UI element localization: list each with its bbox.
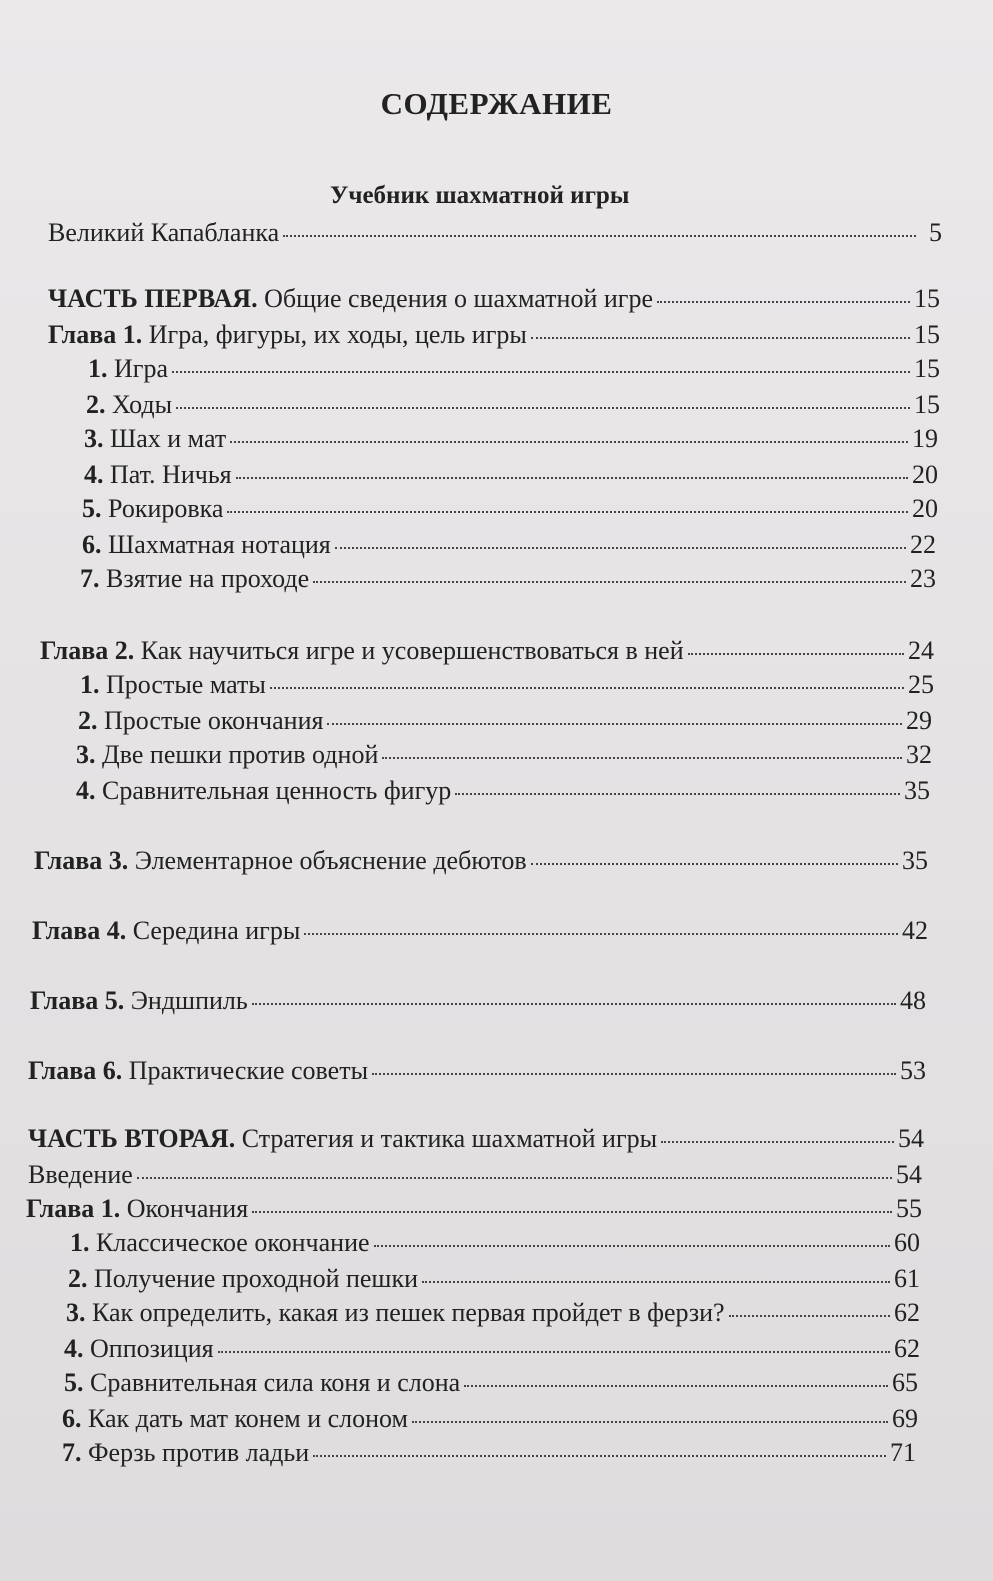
dot-leader (327, 723, 902, 725)
toc-entry-number: 1. (70, 1228, 90, 1257)
toc-entry-page: 71 (890, 1438, 916, 1467)
toc-entry-label (80, 670, 266, 700)
toc-entry (70, 1228, 920, 1262)
toc-entry-page: 32 (906, 740, 932, 769)
toc-entry-label (82, 494, 223, 524)
toc-entry-title: Как научиться игре и усовершенствоваться в ней (134, 636, 684, 665)
toc-entry-label (30, 986, 248, 1016)
toc-entry-title: Ходы (105, 390, 173, 419)
toc-entry-page: 53 (900, 1056, 926, 1085)
toc-entry-number: 7. (62, 1438, 82, 1467)
toc-entry-label (84, 424, 226, 454)
toc-entry-page: 54 (898, 1124, 924, 1153)
toc-entry (84, 460, 938, 494)
toc-entry (82, 530, 936, 564)
toc-entry-number: Глава 1. (48, 320, 143, 349)
toc-entry-label (86, 390, 172, 420)
toc-entry-title: Великий Капабланка (48, 218, 280, 247)
toc-entry (86, 390, 940, 424)
toc-entry-title: Стратегия и тактика шахматной игры (235, 1124, 658, 1153)
toc-entry-page: 24 (908, 636, 934, 665)
toc-entry-number: 4. (64, 1334, 84, 1363)
toc-entry-number: 2. (86, 390, 106, 419)
toc-entry (62, 1404, 918, 1438)
dot-leader (313, 581, 906, 583)
toc-entry-page: 20 (912, 494, 938, 523)
toc-entry-title: Практические советы (122, 1056, 369, 1085)
toc-entry-page: 20 (912, 460, 938, 489)
dot-leader (172, 371, 910, 373)
toc-entry-number: Глава 6. (28, 1056, 123, 1085)
toc-entry-title: Простые окончания (97, 706, 324, 735)
toc-entry-label (48, 218, 279, 248)
toc-entry-label (40, 636, 684, 666)
toc-entry-number: 5. (82, 494, 102, 523)
toc-entry-title: Игра (107, 354, 168, 383)
toc-entry-label (76, 740, 378, 770)
dot-leader (313, 1455, 886, 1457)
dot-leader (422, 1281, 890, 1283)
toc-entry (40, 636, 934, 670)
dot-leader (252, 1003, 896, 1005)
toc-entry-label (62, 1438, 309, 1468)
toc-entry-page: 5 (929, 218, 942, 247)
toc-entry-label (68, 1264, 418, 1294)
dot-leader (531, 863, 898, 865)
toc-entry-title: Сравнительная сила коня и слона (83, 1368, 461, 1397)
dot-leader (236, 477, 908, 479)
toc-entry-label (82, 530, 331, 560)
toc-entry (28, 1124, 924, 1158)
toc-entry-page: 65 (892, 1368, 918, 1397)
toc-entry-title: Введение (28, 1160, 133, 1189)
toc-entry-title: Как определить, какая из пешек первая пройдет в ферзи? (85, 1298, 725, 1327)
toc-entry-title: Шах и мат (103, 424, 227, 453)
toc-entry-label (70, 1228, 370, 1258)
toc-entry-page: 61 (894, 1264, 920, 1293)
toc-entry (84, 424, 938, 458)
toc-entry-number: ЧАСТЬ ПЕРВАЯ. (48, 284, 258, 313)
toc-entry (48, 320, 940, 354)
toc-entry-title: Эндшпиль (124, 986, 248, 1015)
toc-entry (34, 846, 928, 880)
toc-entry-label (88, 354, 168, 384)
toc-entry-label (34, 846, 527, 876)
dot-leader (661, 1141, 894, 1143)
toc-entry-page: 42 (902, 916, 928, 945)
toc-entry (64, 1368, 918, 1402)
toc-entry-page: 15 (914, 320, 940, 349)
toc-entry (76, 776, 930, 810)
toc-entry-number: ЧАСТЬ ВТОРАЯ. (28, 1124, 236, 1153)
toc-entry-title: Шахматная нотация (101, 530, 331, 559)
toc-entry-label (28, 1124, 657, 1154)
toc-entry-page: 62 (894, 1298, 920, 1327)
toc-entry-label (76, 776, 451, 806)
toc-entry-number: 1. (80, 670, 100, 699)
toc-entry-number: Глава 4. (32, 916, 127, 945)
toc-entry-number: 5. (64, 1368, 84, 1397)
toc-entry-label (48, 284, 653, 314)
toc-entry (32, 916, 928, 950)
toc-entry-number: 6. (62, 1404, 82, 1433)
book-subtitle: Учебник шахматной игры (330, 182, 630, 209)
toc-entry-label (64, 1334, 214, 1364)
dot-leader (729, 1315, 890, 1317)
toc-entry-page: 15 (914, 284, 940, 313)
dot-leader (252, 1211, 892, 1213)
toc-entry-title: Оппозиция (83, 1334, 214, 1363)
toc-entry (76, 740, 932, 774)
toc-entry-number: Глава 5. (30, 986, 125, 1015)
dot-leader (374, 1245, 890, 1247)
toc-entry-page: 23 (910, 564, 936, 593)
toc-entry-label (78, 706, 323, 736)
toc-entry-page: 48 (900, 986, 926, 1015)
toc-entry-number: 1. (88, 354, 108, 383)
toc-entry-page: 60 (894, 1228, 920, 1257)
dot-leader (372, 1073, 896, 1075)
toc-entry-number: 4. (76, 776, 96, 805)
dot-leader (227, 511, 908, 513)
toc-entry (88, 354, 940, 388)
toc-entry-title: Общие сведения о шахматной игре (257, 284, 653, 313)
toc-entry (78, 706, 932, 740)
toc-entry (48, 218, 942, 252)
toc-entry-page: 62 (894, 1334, 920, 1363)
toc-entry-title: Получение проходной пешки (87, 1264, 418, 1293)
toc-entry-number: Глава 3. (34, 846, 129, 875)
dot-leader (304, 933, 898, 935)
toc-entry-page: 54 (896, 1160, 922, 1189)
toc-entry-number: 4. (84, 460, 104, 489)
toc-entry-label (28, 1160, 133, 1190)
dot-leader (270, 687, 904, 689)
toc-entry-page: 55 (896, 1194, 922, 1223)
toc-entry-number: 2. (78, 706, 98, 735)
toc-entry (62, 1438, 916, 1472)
dot-leader (455, 793, 900, 795)
toc-entry (26, 1194, 922, 1228)
toc-entry-label (32, 916, 300, 946)
toc-entry (28, 1056, 926, 1090)
toc-entry-title: Игра, фигуры, их ходы, цель игры (142, 320, 527, 349)
toc-entry-number: 7. (80, 564, 100, 593)
toc-entry-label (66, 1298, 725, 1328)
toc-entry-page: 25 (908, 670, 934, 699)
toc-entry (80, 670, 934, 704)
toc-entry-title: Элементарное объяснение дебютов (128, 846, 527, 875)
toc-entry-number: 3. (66, 1298, 86, 1327)
toc-entry-page: 69 (892, 1404, 918, 1433)
toc-entry-title: Взятие на проходе (99, 564, 310, 593)
toc-entry (80, 564, 936, 598)
toc-entry-page: 19 (912, 424, 938, 453)
dot-leader (688, 653, 904, 655)
dot-leader (176, 407, 910, 409)
toc-entry-label (26, 1194, 248, 1224)
dot-leader (137, 1177, 892, 1179)
toc-entry (48, 284, 940, 318)
dot-leader (230, 441, 908, 443)
toc-entry-title: Как дать мат конем и слоном (81, 1404, 409, 1433)
toc-entry-title: Рокировка (101, 494, 224, 523)
toc-entry-number: 3. (84, 424, 104, 453)
toc-entry-label (48, 320, 527, 350)
dot-leader (335, 547, 906, 549)
toc-entry-page: 29 (906, 706, 932, 735)
toc-entry-title: Сравнительная ценность фигур (95, 776, 452, 805)
toc-entry (30, 986, 926, 1020)
toc-entry-title: Классическое окончание (89, 1228, 370, 1257)
toc-entry-page: 35 (904, 776, 930, 805)
toc-entry-title: Окончания (120, 1194, 249, 1223)
dot-leader (531, 337, 910, 339)
toc-entry-page: 35 (902, 846, 928, 875)
dot-leader (657, 301, 910, 303)
toc-entry-number: 2. (68, 1264, 88, 1293)
toc-entry-title: Пат. Ничья (103, 460, 232, 489)
page-title: СОДЕРЖАНИЕ (380, 86, 613, 121)
toc-entry-title: Простые маты (99, 670, 266, 699)
toc-entry-title: Ферзь против ладьи (81, 1438, 310, 1467)
toc-entry (66, 1298, 920, 1332)
toc-entry-label (28, 1056, 368, 1086)
dot-leader (412, 1421, 888, 1423)
toc-entry (28, 1160, 922, 1194)
toc-entry-label (62, 1404, 408, 1434)
dot-leader (283, 235, 916, 237)
toc-entry (82, 494, 938, 528)
toc-entry-label (64, 1368, 460, 1398)
toc-entry-title: Две пешки против одной (95, 740, 379, 769)
dot-leader (218, 1351, 890, 1353)
toc-entry-label (84, 460, 232, 490)
toc-entry-page: 15 (914, 354, 940, 383)
toc-entry-page: 15 (914, 390, 940, 419)
toc-entry-page: 22 (910, 530, 936, 559)
toc-entry-title: Середина игры (126, 916, 301, 945)
toc-entry-number: 3. (76, 740, 96, 769)
toc-entry-number: Глава 1. (26, 1194, 121, 1223)
toc-entry (64, 1334, 920, 1368)
dot-leader (464, 1385, 888, 1387)
toc-entry-number: Глава 2. (40, 636, 135, 665)
toc-entry-number: 6. (82, 530, 102, 559)
toc-entry (68, 1264, 920, 1298)
dot-leader (382, 757, 902, 759)
toc-entry-label (80, 564, 309, 594)
